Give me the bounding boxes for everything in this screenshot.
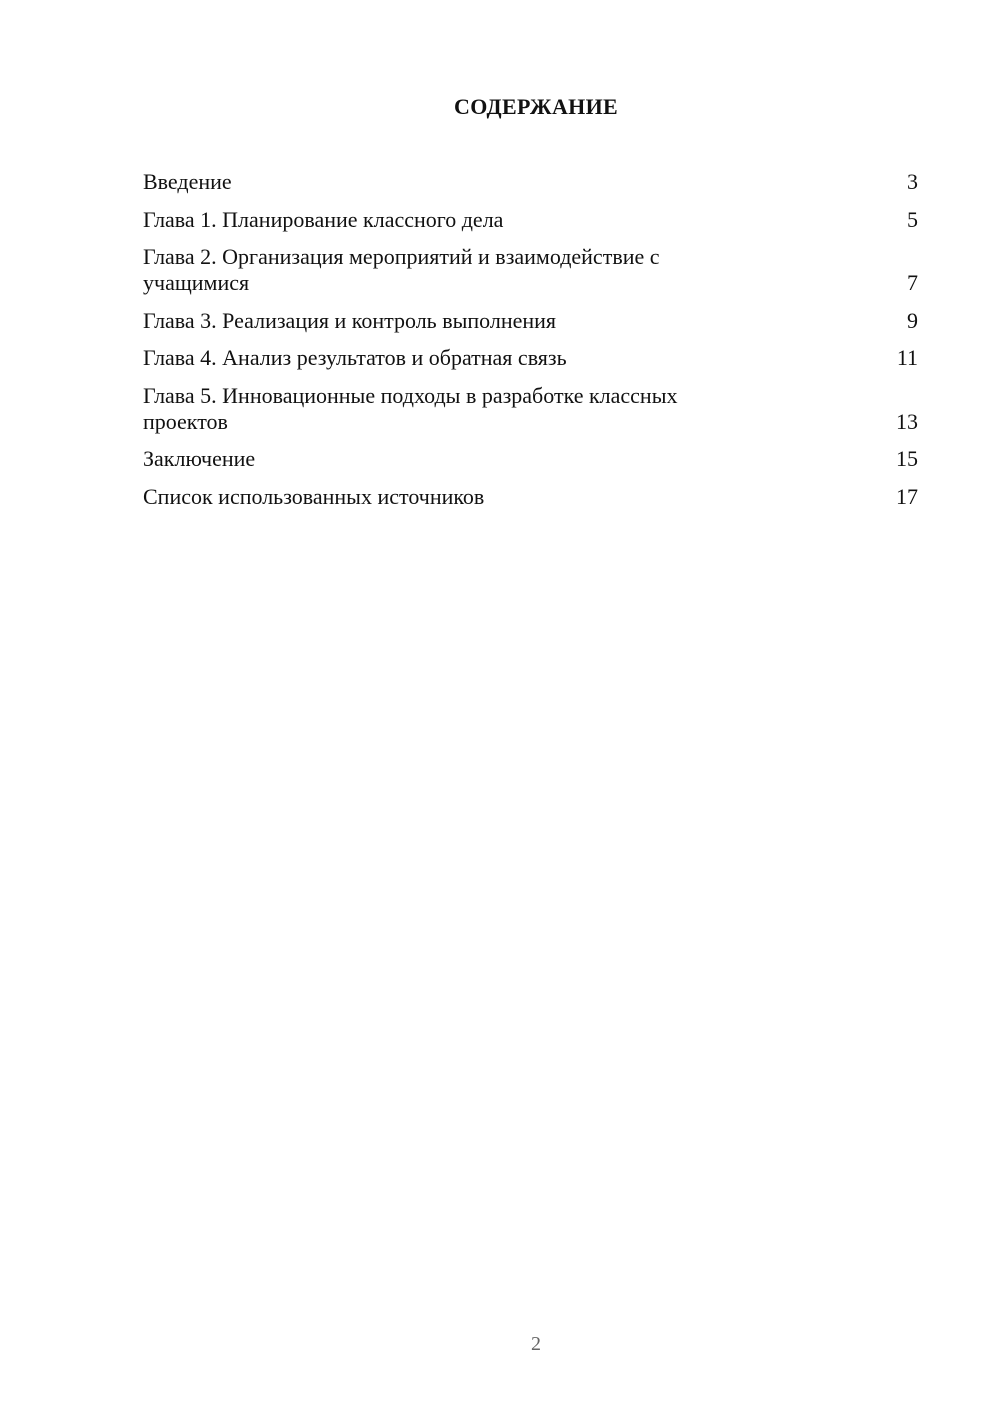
table-of-contents [143, 169, 918, 521]
toc-heading: СОДЕРЖАНИЕ [454, 94, 618, 119]
toc-entry-page: 7 [907, 270, 918, 295]
toc-entry-page: 13 [896, 408, 918, 434]
toc-entry-introduction [143, 169, 918, 195]
toc-entry-conclusion [143, 446, 918, 472]
toc-entry-title: Заключение [143, 446, 256, 471]
toc-entry-page: 3 [907, 169, 918, 194]
toc-entry-chapter-2 [143, 244, 918, 296]
toc-entry-title: Глава 4. Анализ результатов и обратная связь [143, 345, 567, 370]
toc-entry-chapter-3 [143, 308, 918, 334]
toc-entry-page: 11 [896, 345, 918, 370]
toc-entry-page: 17 [896, 483, 918, 509]
toc-entry-title: Список использованных источников [143, 483, 485, 509]
toc-entry-chapter-5 [143, 383, 918, 435]
toc-entry-page: 9 [907, 307, 918, 333]
page-number: 2 [531, 1333, 541, 1355]
toc-entry-title: Глава 2. Организация мероприятий и взаимодействие с учащимися [143, 244, 660, 295]
toc-entry-title: Глава 3. Реализация и контроль выполнения [143, 307, 557, 333]
toc-entry-references [143, 484, 918, 510]
toc-entry-chapter-4 [143, 345, 918, 371]
toc-entry-page: 5 [907, 206, 918, 232]
toc-entry-page: 15 [896, 446, 918, 471]
toc-entry-title: Глава 1. Планирование классного дела [143, 206, 504, 232]
toc-entry-title: Введение [143, 169, 232, 194]
toc-entry-chapter-1 [143, 207, 918, 233]
toc-entry-title: Глава 5. Инновационные подходы в разработке классных проектов [143, 382, 678, 434]
